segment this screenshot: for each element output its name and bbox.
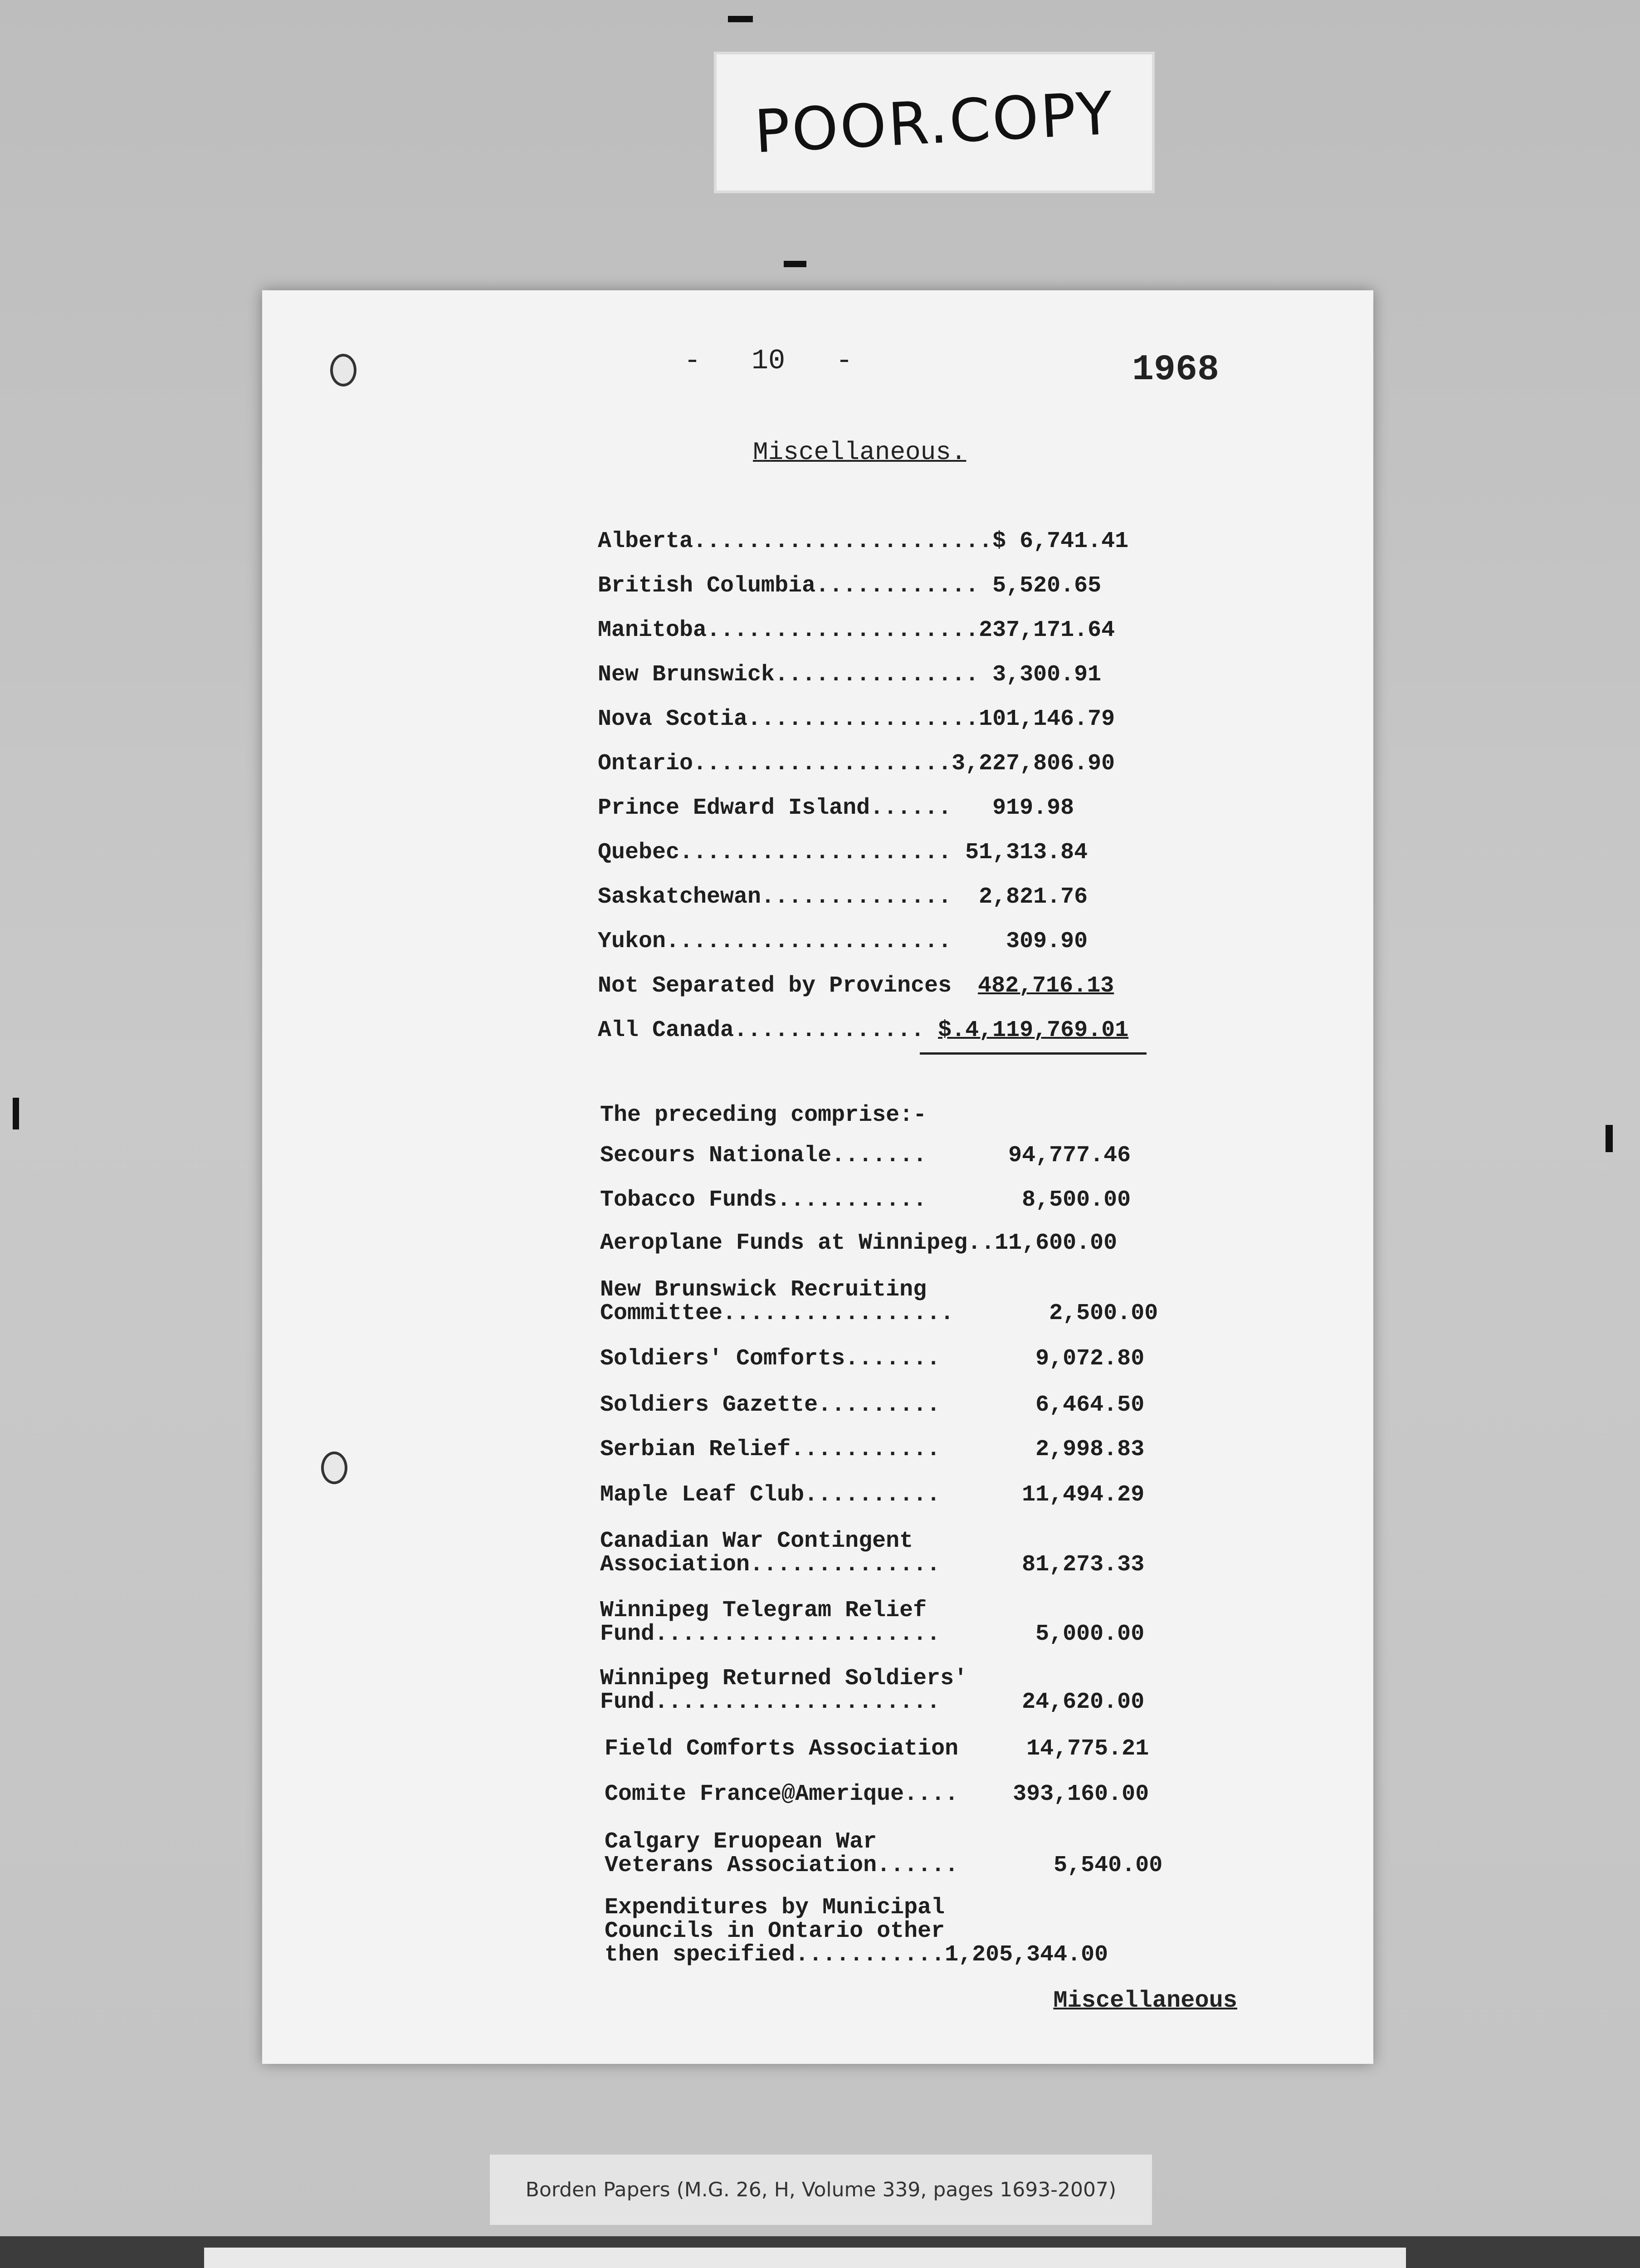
poor-copy-text: POOR.COPY bbox=[752, 78, 1116, 166]
province-line: Manitoba....................237,171.64 bbox=[598, 617, 1115, 643]
province-line: Prince Edward Island...... 919.98 bbox=[598, 795, 1074, 821]
comprise-item: Winnipeg Returned Soldiers' Fund..................... 24,620.00 bbox=[600, 1666, 1145, 1715]
page-number: - 10 - bbox=[684, 345, 853, 377]
province-line: Saskatchewan.............. 2,821.76 bbox=[598, 884, 1088, 910]
not-separated-row bbox=[598, 973, 1114, 999]
comprise-item: Soldiers Gazette......... 6,464.50 bbox=[600, 1392, 1145, 1418]
comprise-item: Canadian War Contingent Association.............. 81,273.33 bbox=[600, 1528, 1145, 1578]
film-edge-mark bbox=[13, 1098, 19, 1129]
not-separated-amount: 482,716.13 bbox=[978, 973, 1114, 999]
comprise-item: Serbian Relief........... 2,998.83 bbox=[600, 1437, 1145, 1462]
punch-hole bbox=[321, 1452, 347, 1484]
comprise-item: Field Comforts Association 14,775.21 bbox=[605, 1736, 1149, 1762]
film-edge-mark bbox=[728, 16, 753, 22]
reference-number: 1968 bbox=[1132, 349, 1219, 391]
province-line: Yukon..................... 309.90 bbox=[598, 929, 1088, 954]
borden-papers-label bbox=[490, 2155, 1152, 2225]
comprise-item: Calgary Eruopean War Veterans Association...... 5,540.00 bbox=[605, 1829, 1163, 1878]
comprise-item: Aeroplane Funds at Winnipeg..11,600.00 bbox=[600, 1230, 1118, 1256]
poor-copy-stamp bbox=[717, 54, 1152, 191]
continuation-word: Miscellaneous bbox=[1053, 1987, 1237, 2014]
province-line: Quebec.................... 51,313.84 bbox=[598, 840, 1088, 865]
comprise-item: Maple Leaf Club.......... 11,494.29 bbox=[600, 1482, 1145, 1508]
comprise-item: Expenditures by Municipal Councils in Ontario other then specified...........1,205,344.00 bbox=[605, 1895, 1108, 1968]
comprise-item: Winnipeg Telegram Relief Fund..................... 5,000.00 bbox=[600, 1598, 1145, 1647]
total-label: All Canada.............. bbox=[598, 1017, 925, 1043]
punch-hole bbox=[330, 354, 356, 386]
province-line: Nova Scotia.................101,146.79 bbox=[598, 706, 1115, 732]
film-edge-mark bbox=[1606, 1125, 1613, 1152]
province-line: British Columbia............ 5,520.65 bbox=[598, 573, 1102, 599]
total-amount: $.4,119,769.01 bbox=[938, 1017, 1129, 1043]
comprise-item: Soldiers' Comforts....... 9,072.80 bbox=[600, 1346, 1145, 1372]
archives-card bbox=[204, 2248, 1406, 2268]
comprise-item: Comite France@Amerique.... 393,160.00 bbox=[605, 1781, 1149, 1807]
province-line: New Brunswick............... 3,300.91 bbox=[598, 662, 1102, 688]
page-heading: Miscellaneous. bbox=[753, 438, 966, 467]
borden-papers-text: Borden Papers (M.G. 26, H, Volume 339, pages 1693-2007) bbox=[525, 2178, 1117, 2201]
total-row bbox=[598, 1017, 1128, 1043]
province-line: Alberta......................$ 6,741.41 bbox=[598, 528, 1129, 554]
comprise-item: New Brunswick Recruiting Committee................. 2,500.00 bbox=[600, 1277, 1158, 1326]
film-edge-mark bbox=[784, 261, 806, 267]
total-underline bbox=[920, 1052, 1147, 1055]
comprise-heading: The preceding comprise:- bbox=[600, 1102, 927, 1128]
province-line: Ontario...................3,227,806.90 bbox=[598, 751, 1115, 777]
document-page bbox=[262, 290, 1373, 2064]
not-separated-label: Not Separated by Provinces bbox=[598, 973, 952, 999]
comprise-item: Secours Nationale....... 94,777.46 bbox=[600, 1143, 1131, 1168]
comprise-item: Tobacco Funds........... 8,500.00 bbox=[600, 1187, 1131, 1213]
